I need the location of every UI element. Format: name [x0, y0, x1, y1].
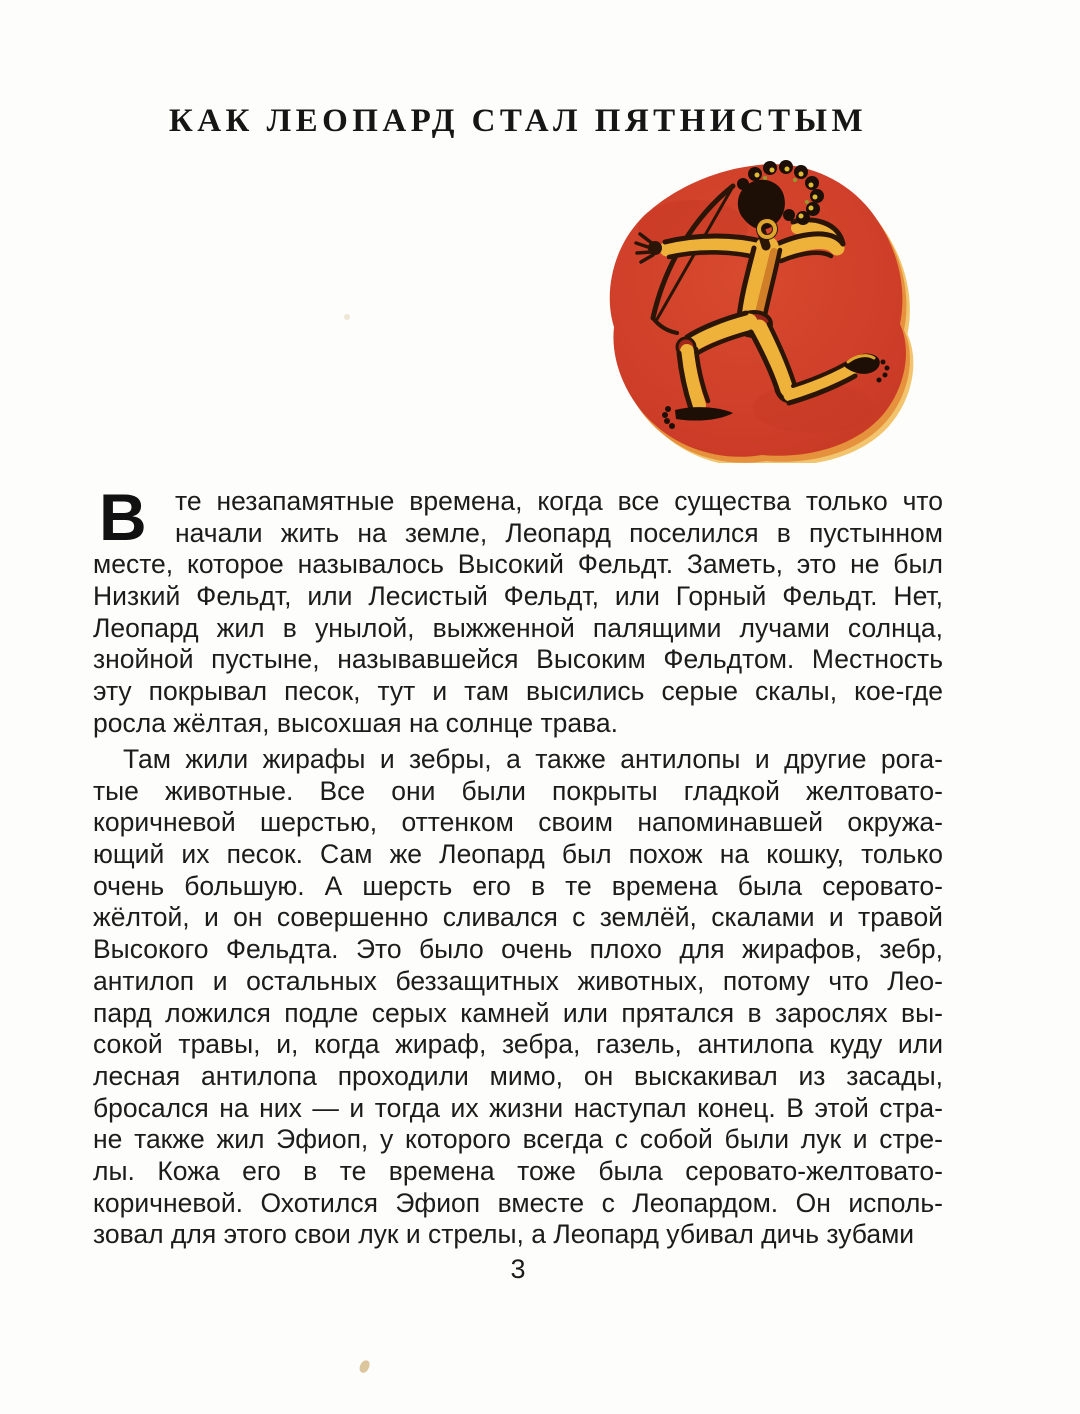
text-line: лесная антилопа проходили мимо, он выскакивал из засады,	[93, 1060, 943, 1091]
text-line: очень большую. А шерсть его в те времена была серовато-	[93, 870, 943, 901]
text-line: Высокого Фельдта. Это было очень плохо для жирафов, зебр,	[93, 934, 943, 965]
text-line: зовал для этого свои лук и стрелы, а Леопард убивал дичь зубами	[93, 1219, 915, 1250]
text-line: эту покрывал песок, тут и там высились серые скалы, кое-где	[93, 676, 943, 707]
text-line: росла жёлтая, высохшая на солнце трава.	[93, 707, 618, 738]
paper-speck	[358, 1359, 371, 1374]
text-line: антилоп и остальных беззащитных животных, потому что Лео-	[93, 965, 943, 996]
text-line: не также жил Эфиоп, у которого всегда с собой были лук и стре-	[93, 1124, 943, 1155]
paragraph-1	[93, 480, 943, 740]
text-line: Леопард жил в унылой, выжженной палящими лучами солнца,	[93, 612, 943, 643]
paper-speck	[344, 314, 350, 320]
text-line: коричневой. Охотился Эфиоп вместе с Леопардом. Он исполь-	[93, 1187, 943, 1218]
text-line: жёлтой, и он совершенно сливался с землёй, скалами и травой	[93, 902, 943, 933]
text-line: тые животные. Все они были покрыты гладкой желтовато-	[93, 775, 943, 806]
page-number: 3	[510, 1254, 526, 1284]
drop-cap: В	[99, 480, 147, 554]
text-line: лы. Кожа его в те времена тоже была серовато-желтовато-	[93, 1155, 943, 1186]
archer-illustration-svg	[583, 158, 918, 463]
text-line: Там жили жирафы и зебры, а также антилопы и другие рога-	[123, 744, 943, 774]
text-line: коричневой шерстью, оттенком своим напоминавшей окружа-	[93, 807, 943, 838]
text-line: месте, которое называлось Высокий Фельдт. Заметь, это не был	[93, 549, 943, 580]
text-line: начали жить на земле, Леопард поселился в пустынном	[175, 517, 943, 548]
text-line: ющий их песок. Сам же Леопард был похож на кошку, только	[93, 839, 943, 870]
paragraph-2	[93, 744, 943, 1251]
ethiopian-archer-illustration	[583, 158, 918, 463]
page-title: КАК ЛЕОПАРД СТАЛ ПЯТНИСТЫМ	[168, 103, 868, 139]
text-line: Низкий Фельдт, или Лесистый Фельдт, или Горный Фельдт. Нет,	[93, 581, 943, 612]
text-line: сокой травы, и, когда жираф, зебра, газель, антилопа куду или	[93, 1029, 943, 1060]
text-line: бросался на них — и тогда их жизни наступал конец. В этой стра-	[93, 1092, 943, 1123]
text-line: знойной пустыне, называвшейся Высоким Фельдтом. Местность	[93, 644, 943, 675]
text-line: те незапамятные времена, когда все существа только что	[175, 486, 943, 516]
text-line: пард ложился подле серых камней или прятался в зарослях вы-	[93, 997, 943, 1028]
